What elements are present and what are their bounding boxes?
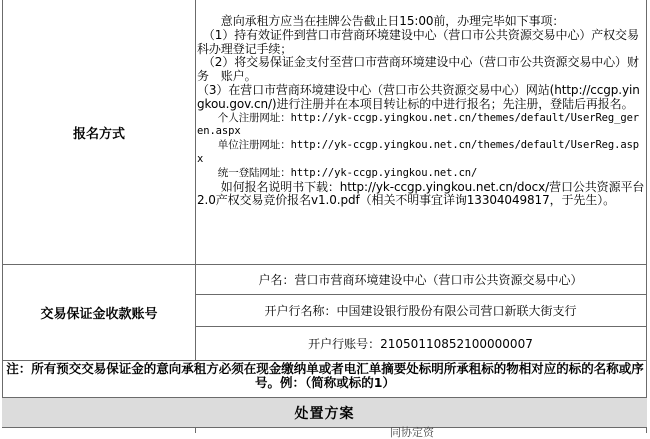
manual-download-url[interactable]: 如何报名说明书下载：http://yk-ccgp.yingkou.net.cn/docx/营口公共资源平台2.0产权交易竞价报名v1.0.pdf（相关不明事宜详询13304049817，于先生）。 (197, 179, 645, 208)
registration-label: 报名方式 (72, 126, 125, 142)
registration-line: 意向承租方应当在挂牌公告截止日15:00前，办理完毕如下事项： (197, 14, 565, 28)
registration-line: （1）持有效证件到营口市营商环境建设中心（营口市公共资源交易中心）产权交易科办理登记手续； (197, 27, 639, 56)
company-register-url[interactable]: 单位注册网址：http://yk-ccgp.yingkou.net.cn/themes/default/UserReg.aspx (197, 139, 640, 165)
registration-details (197, 15, 645, 208)
row-divider-plan-bottom (2, 427, 647, 428)
account-name: 户名：营口市营商环境建设中心（营口市公共资源交易中心） (258, 273, 583, 287)
registration-line: （3）在营口市营商环境建设中心（营口市公共资源交易中心）网站(http://ccgp.yingkou.gov.cn/)进行注册并在本项目转让标的中进行报名；先注册，登陆后再报名。 (197, 82, 640, 111)
account-number: 开户行账号：21050110852100000007 (308, 337, 533, 351)
deposit-account-label: 交易保证金收款账号 (40, 307, 158, 322)
login-url[interactable]: 统一登陆网址：http://yk-ccgp.yingkou.net.cn/ (197, 166, 478, 179)
plan-header: 处置方案 (2, 398, 647, 427)
deposit-note: 注：所有预交交易保证金的意向承租方必须在现金缴纳单或者电汇单摘要处标明所承租标的物相对应的标的名称或序号。例：（简称或标的1） (6, 361, 644, 390)
cut-off-row-text: 同协定资 (390, 426, 434, 439)
registration-line: （2）将交易保证金支付至营口市营商环境建设中心（营口市公共资源交易中心）财务 账户。 (197, 55, 639, 84)
column-divider-lower (195, 427, 196, 433)
table-border-right (646, 0, 647, 433)
bank-name: 开户行名称：中国建设银行股份有限公司营口新联大街支行 (264, 304, 577, 318)
personal-register-url[interactable]: 个人注册网址：http://yk-ccgp.yingkou.net.cn/themes/default/UserReg_geren.aspx (197, 111, 640, 138)
